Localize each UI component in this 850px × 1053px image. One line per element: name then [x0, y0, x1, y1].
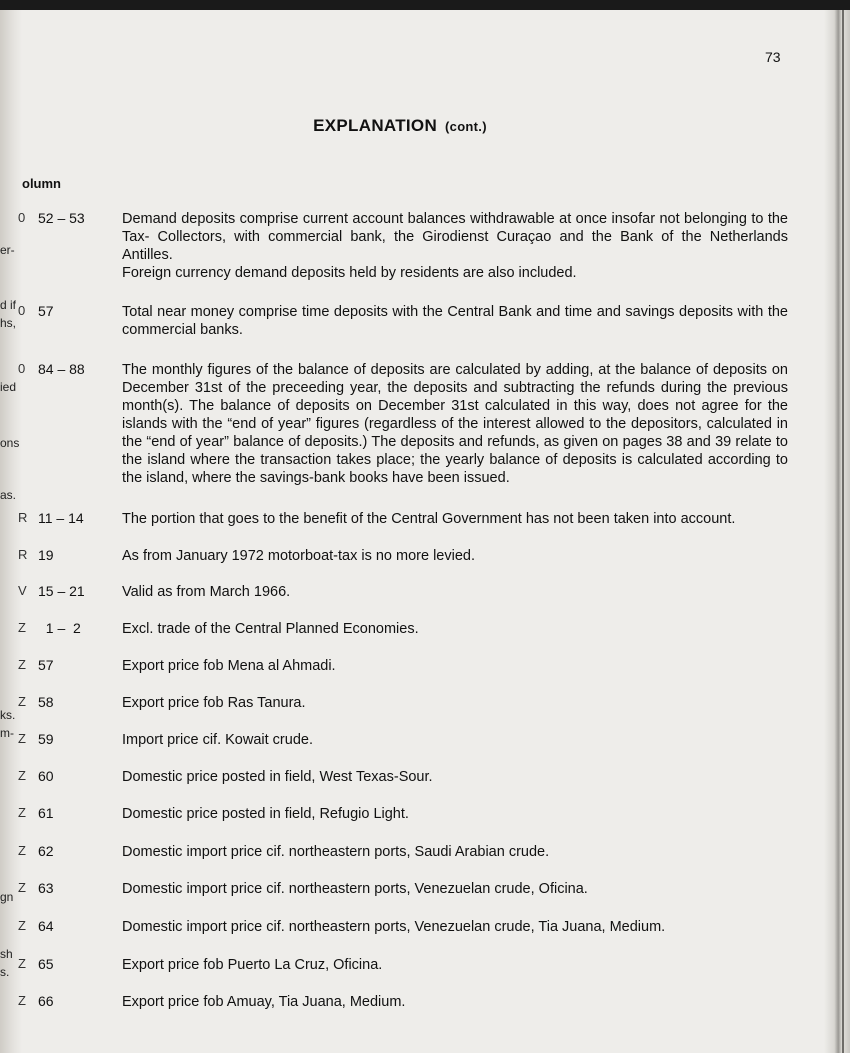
- entry-column-range: 58: [38, 694, 54, 710]
- entry-column-range: 61: [38, 805, 54, 821]
- margin-fragment: ied: [0, 380, 17, 394]
- entry-paragraph: The monthly figures of the balance of deposits are calculated by adding, at the balance of deposits on December 31st of the preceeding year, the deposits and subtracting the refunds during the previous month(s). The balance of deposits on December 31st calculated in this way, does not agree for the islands with the “end of year” figures (regardless of the interest allowed to the depositors, calculated in the “end of year” balance of deposits.) The deposits and refunds, as given on pages 38 and 39 relate to the island where the transaction takes place; the yearly balance of deposits is calculated according to the island, where the savings-bank books have been issued.: [122, 362, 788, 486]
- entry-marker: Z: [18, 956, 26, 971]
- entry-column-range: 57: [38, 657, 54, 673]
- entry-paragraph: Excl. trade of the Central Planned Economies.: [122, 621, 419, 637]
- entry-description: [122, 843, 788, 861]
- entry-column-range: 62: [38, 843, 54, 859]
- entry-description: [122, 805, 788, 823]
- entry-description: [122, 993, 788, 1011]
- entry-paragraph: Export price fob Puerto La Cruz, Oficina.: [122, 957, 383, 973]
- margin-fragment: sh: [0, 947, 13, 961]
- entry-paragraph: Foreign currency demand deposits held by residents are also included.: [122, 265, 577, 281]
- entry-paragraph: The portion that goes to the benefit of the Central Government has not been taken into account.: [122, 511, 736, 527]
- margin-fragment: ks.: [0, 708, 16, 722]
- entry-paragraph: Domestic import price cif. northeastern ports, Venezuelan crude, Tia Juana, Medium.: [122, 919, 666, 935]
- entry-column-range: 63: [38, 880, 54, 896]
- entry-marker: 0: [18, 303, 26, 318]
- column-header: olumn: [22, 176, 61, 191]
- entry-marker: Z: [18, 731, 26, 746]
- entry-column-range: 65: [38, 956, 54, 972]
- margin-fragment: s.: [0, 965, 10, 979]
- page-title: [0, 116, 800, 136]
- margin-fragment: hs,: [0, 316, 17, 330]
- margin-fragment: d if: [0, 298, 17, 312]
- entry-column-range: 84 – 88: [38, 361, 85, 377]
- entry-description: [122, 510, 788, 528]
- entry-paragraph: Valid as from March 1966.: [122, 584, 291, 600]
- entry-paragraph: Export price fob Amuay, Tia Juana, Medium.: [122, 994, 406, 1010]
- entry-column-range: 19: [38, 547, 54, 563]
- entry-marker: Z: [18, 768, 26, 783]
- entry-marker: Z: [18, 620, 26, 635]
- entry-description: [122, 918, 788, 936]
- entry-description: [122, 956, 788, 974]
- entry-column-range: 66: [38, 993, 54, 1009]
- entry-paragraph: Domestic price posted in field, West Texas-Sour.: [122, 769, 433, 785]
- entry-marker: V: [18, 583, 27, 598]
- entry-marker: R: [18, 510, 28, 525]
- entry-marker: Z: [18, 880, 26, 895]
- entry-description: [122, 583, 788, 601]
- page-right-edge: [824, 10, 850, 1053]
- entry-column-range: 1 – 2: [38, 620, 81, 636]
- entry-marker: Z: [18, 993, 26, 1008]
- margin-fragment: er-: [0, 243, 15, 257]
- entry-column-range: 11 – 14: [38, 510, 84, 526]
- entry-paragraph: Export price fob Mena al Ahmadi.: [122, 658, 336, 674]
- entry-column-range: 57: [38, 303, 54, 319]
- entry-marker: 0: [18, 210, 26, 225]
- entry-description: [122, 768, 788, 786]
- entry-paragraph: Import price cif. Kowait crude.: [122, 732, 313, 748]
- title-suffix: (cont.): [445, 119, 487, 134]
- entry-marker: 0: [18, 361, 26, 376]
- entry-column-range: 15 – 21: [38, 583, 85, 599]
- entry-paragraph: Total near money comprise time deposits with the Central Bank and time and savings deposits with the commercial banks.: [122, 304, 788, 338]
- entry-marker: Z: [18, 694, 26, 709]
- entry-marker: Z: [18, 805, 26, 820]
- entry-paragraph: Demand deposits comprise current account balances withdrawable at once insofar not belonging to the Tax- Collectors, with commercial bank, the Girodienst Curaçao and the Bank of the Netherlands Antilles.: [122, 211, 788, 263]
- entry-paragraph: Domestic price posted in field, Refugio Light.: [122, 806, 409, 822]
- entry-marker: Z: [18, 657, 26, 672]
- entry-column-range: 64: [38, 918, 54, 934]
- entry-column-range: 59: [38, 731, 54, 747]
- entry-marker: R: [18, 547, 28, 562]
- margin-fragment: m-: [0, 726, 14, 740]
- entry-description: [122, 694, 788, 712]
- margin-fragment: gn: [0, 890, 14, 904]
- entry-column-range: 60: [38, 768, 54, 784]
- entry-description: [122, 620, 788, 638]
- entry-paragraph: Domestic import price cif. northeastern ports, Saudi Arabian crude.: [122, 844, 550, 860]
- page-number: 73: [765, 49, 781, 65]
- entry-description: [122, 210, 788, 282]
- entry-marker: Z: [18, 843, 26, 858]
- entry-paragraph: As from January 1972 motorboat-tax is no more levied.: [122, 548, 475, 564]
- margin-fragment: ons: [0, 436, 20, 450]
- entry-column-range: 52 – 53: [38, 210, 85, 226]
- entry-description: [122, 657, 788, 675]
- entry-description: [122, 880, 788, 898]
- entry-paragraph: Export price fob Ras Tanura.: [122, 695, 306, 711]
- margin-fragment: as.: [0, 488, 17, 502]
- entry-description: [122, 361, 788, 487]
- entry-marker: Z: [18, 918, 26, 933]
- document-page: [0, 10, 850, 1053]
- title-main: EXPLANATION: [313, 116, 438, 135]
- entry-paragraph: Domestic import price cif. northeastern ports, Venezuelan crude, Oficina.: [122, 881, 588, 897]
- entry-description: [122, 303, 788, 339]
- entry-description: [122, 547, 788, 565]
- entry-description: [122, 731, 788, 749]
